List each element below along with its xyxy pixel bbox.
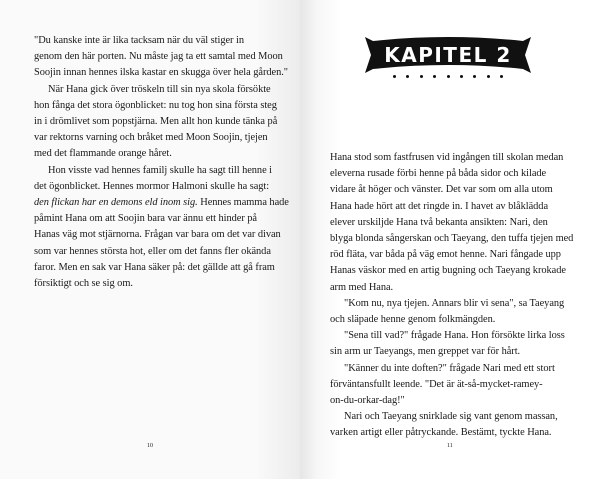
text-line: Hon visste vad hennes familj skulle ha sagt till henne i bbox=[48, 164, 273, 176]
text-line: sin arm ur Taeyangs, men greppet var för hårt. bbox=[330, 346, 521, 358]
page-number-left: 10 bbox=[147, 443, 153, 449]
text-line: "Sena till vad?" frågade Hana. Hon försökte lirka loss bbox=[344, 330, 565, 342]
text-line: förväntansfullt leende. "Det är ät-så-mycket-ramey- bbox=[330, 378, 543, 390]
dot-ornament bbox=[420, 75, 423, 78]
text-line: påmint Hana om att Soojin bara var ännu ett hinder på bbox=[34, 213, 257, 225]
text-line: blyga blonda sångerskan och Taeyang, den tuffa tjejen med bbox=[330, 233, 574, 245]
text-line: Soojin innan hennes ilska kastar en skugga över hela gården." bbox=[34, 67, 288, 79]
paragraph bbox=[330, 328, 576, 360]
page-number-right: 11 bbox=[447, 443, 453, 449]
text-line: Hana hade hört att det ringde in. I havet av blåklädda bbox=[330, 200, 549, 212]
dot-ornament bbox=[500, 75, 503, 78]
dot-ornament bbox=[473, 75, 476, 78]
text-line: genom den här porten. Nu måste jag ta ett samtal med Moon bbox=[34, 51, 283, 63]
text-line: Hana stod som fastfrusen vid ingången till skolan medan bbox=[330, 152, 564, 163]
text-line: När Hana gick över tröskeln till sin nya skola försökte bbox=[48, 83, 271, 95]
left-page-body bbox=[34, 33, 289, 292]
chapter-title: KAPITEL 2 bbox=[384, 43, 512, 67]
dot-ornament bbox=[393, 75, 396, 78]
text-line: Hanas väg mot stjärnorna. Frågan var bara om det var divan bbox=[34, 229, 281, 241]
text-line: on-du-orkar-dag!" bbox=[330, 395, 405, 407]
text-line-italic: den flickan har en demons eld inom sig. Hennes mamma hade bbox=[34, 197, 289, 209]
paragraph bbox=[330, 361, 576, 410]
text-line: arm med Hana. bbox=[330, 281, 394, 293]
text-line: "Kom nu, nya tjejen. Annars blir vi sena", sa Taeyang bbox=[344, 297, 565, 309]
text-line: "Du kanske inte är lika tacksam när du väl stiger in bbox=[34, 35, 244, 46]
dot-ornament bbox=[487, 75, 490, 78]
text-line: var rektorns varning och bråket med Moon Soojin, tjejen bbox=[34, 132, 268, 144]
text-line: hon fånga det stora ögonblicket: nu tog hon sina första steg bbox=[34, 99, 277, 111]
text-line: "Känner du inte doften?" frågade Nari med ett stort bbox=[344, 362, 555, 374]
paragraph bbox=[330, 150, 576, 296]
text-line: röd fläta, var båda på väg emot henne. Nari fångade upp bbox=[330, 249, 561, 261]
text-line: faror. Men en sak var Hana säker på: det gällde att gå fram bbox=[34, 261, 275, 273]
dot-ornament bbox=[433, 75, 436, 78]
banner-dots bbox=[393, 75, 503, 81]
text-line: vidare åt höger och vänster. Det var som om alla utom bbox=[330, 184, 553, 196]
paragraph bbox=[34, 82, 278, 163]
dot-ornament bbox=[447, 75, 450, 78]
text-line: Nari och Taeyang snirklade sig vant genom massan, bbox=[344, 411, 558, 423]
dot-ornament bbox=[406, 75, 409, 78]
paragraph bbox=[330, 409, 576, 441]
text-line: det ögonblicket. Hennes mormor Halmoni skulle ha sagt: bbox=[34, 180, 270, 192]
text-line: varken artigt eller påtryckande. Bestämt, tyckte Hana. bbox=[330, 427, 552, 439]
text-line: och släpade henne genom folkmängden. bbox=[330, 314, 496, 326]
text-line: med det flammande orange håret. bbox=[34, 148, 172, 160]
paragraph bbox=[330, 296, 576, 328]
paragraph bbox=[34, 33, 288, 82]
text-line: eleverna rusade förbi henne på båda sidor och kilade bbox=[330, 168, 547, 180]
text-line: försiktigt och se sig om. bbox=[34, 278, 133, 290]
right-page-body bbox=[330, 150, 576, 442]
paragraph bbox=[34, 163, 289, 293]
text-line: som var hennes största hot, eller om det fanns fler okända bbox=[34, 245, 271, 257]
text-line: Hanas väskor med en artig bugning och Taeyang krokade bbox=[330, 265, 566, 277]
text-line: elever urskiljde Hana två bekanta ansikten: Nari, den bbox=[330, 216, 548, 228]
dot-ornament bbox=[460, 75, 463, 78]
text-line: in i drömlivet som popstjärna. Men allt hon kunde tänka på bbox=[34, 116, 278, 128]
